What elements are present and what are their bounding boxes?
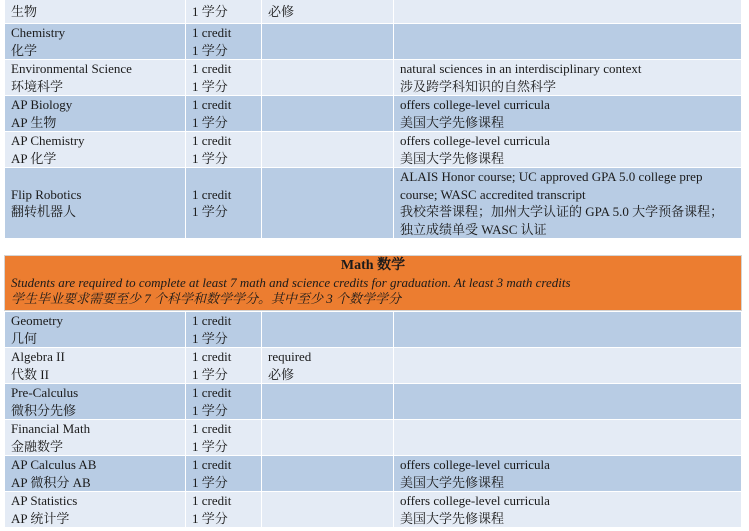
course-name-text: AP Calculus AB [11,457,97,472]
math-section-header [4,255,742,311]
course-name-text: 生物 [11,3,38,19]
course-note-text: 美国大学先修课程 [400,474,505,490]
course-note-cell [394,168,742,239]
requirement-cell [262,384,394,420]
course-name-text: AP Statistics [11,493,78,508]
course-name-text: Financial Math [11,421,91,436]
course-note-cell [394,384,742,420]
credit-text: 1 学分 [192,402,228,418]
credit-text: 1 credit [192,457,232,472]
course-name-text: Chemistry [11,25,66,40]
credit-cell [186,168,262,239]
requirement-text: required [268,349,312,364]
course-row [5,348,742,384]
credit-text: 1 credit [192,313,232,328]
requirement-cell [262,312,394,348]
course-name-cell [5,420,186,456]
course-name-text: AP 统计学 [11,510,70,526]
course-name-cell [5,168,186,239]
course-note-text: course; WASC accredited transcript [400,186,586,202]
credit-text: 1 credit [192,421,232,436]
math-course-table [4,311,742,528]
credit-text: 1 学分 [192,510,228,526]
requirement-cell [262,420,394,456]
requirement-cell [262,96,394,132]
course-note-text: 涉及跨学科知识的自然科学 [400,78,557,94]
credit-cell [186,24,262,60]
requirement-cell [262,492,394,528]
course-row [5,456,742,492]
course-note-text: offers college-level curricula [400,97,550,112]
credit-cell [186,132,262,168]
credit-text: 1 credit [192,349,232,364]
credit-text: 1 credit [192,97,232,112]
course-note-cell [394,0,742,24]
course-name-text: Algebra II [11,349,65,364]
credit-text: 1 学分 [192,330,228,346]
course-note-cell [394,312,742,348]
course-note-cell [394,456,742,492]
requirement-text: 必修 [268,366,295,382]
requirement-cell [262,24,394,60]
course-name-cell [5,384,186,420]
credit-cell [186,492,262,528]
course-name-cell [5,312,186,348]
course-name-text: 翻转机器人 [11,204,77,219]
course-note-text: offers college-level curricula [400,493,550,508]
course-name-cell [5,96,186,132]
course-row [5,0,742,24]
course-name-text: AP Chemistry [11,133,85,148]
credit-cell [186,384,262,420]
credit-cell [186,456,262,492]
course-name-text: 代数 II [11,366,49,382]
credit-cell [186,96,262,132]
credit-text: 1 学分 [192,204,228,219]
requirement-cell [262,132,394,168]
course-name-cell [5,132,186,168]
course-note-text: offers college-level curricula [400,133,550,148]
course-row [5,492,742,528]
credit-cell [186,60,262,96]
course-name-text: AP Biology [11,97,73,112]
course-name-cell [5,60,186,96]
requirement-text: 必修 [268,3,295,19]
course-name-text: Geometry [11,313,63,328]
course-note-text: natural sciences in an interdisciplinary context [400,61,642,76]
requirement-cell [262,456,394,492]
credit-text: 1 学分 [192,78,228,94]
course-note-text: 我校荣誉课程；加州大学认证的 GPA 5.0 大学预备课程； [400,204,724,219]
course-note-text: 美国大学先修课程 [400,150,505,166]
course-note-text: 美国大学先修课程 [400,510,505,526]
course-row [5,132,742,168]
credit-text: 1 学分 [192,150,228,166]
credit-text: 1 学分 [192,114,228,130]
course-name-cell [5,492,186,528]
credit-text: 1 credit [192,493,232,508]
math-section-title: Math 数学 [340,258,406,273]
course-name-text: AP 化学 [11,150,57,166]
course-row [5,312,742,348]
credit-cell [186,348,262,384]
course-name-text: 微积分先修 [11,402,77,418]
course-note-text: 美国大学先修课程 [400,114,505,130]
credit-cell [186,420,262,456]
math-requirement-note-en: Students are required to complete at least 7 math and science credits for graduation. At least 3 math credits [11,275,571,290]
credit-text: 1 credit [192,61,232,76]
credit-cell [186,312,262,348]
course-note-cell [394,132,742,168]
course-note-cell [394,24,742,60]
requirement-cell [262,348,394,384]
requirement-cell [262,60,394,96]
course-note-cell [394,60,742,96]
credit-text: 1 credit [192,186,232,202]
credit-text: 1 学分 [192,474,228,490]
course-note-cell [394,492,742,528]
credit-text: 1 credit [192,133,232,148]
credit-text: 1 credit [192,385,232,400]
course-note-text: offers college-level curricula [400,457,550,472]
course-row [5,168,742,239]
course-row [5,384,742,420]
course-name-cell [5,456,186,492]
course-row [5,24,742,60]
course-name-text: 化学 [11,42,38,58]
science-course-table [4,0,742,239]
credit-text: 1 学分 [192,438,228,454]
course-name-text: 金融数学 [11,438,64,454]
course-name-text: AP 微积分 AB [11,474,91,490]
course-name-cell [5,348,186,384]
course-note-cell [394,348,742,384]
requirement-cell [262,168,394,239]
requirement-cell [262,0,394,24]
course-note-text: 独立成绩单受 WASC 认证 [400,221,547,237]
credit-text: 1 学分 [192,42,228,58]
course-name-cell [5,24,186,60]
course-note-cell [394,96,742,132]
course-name-cell [5,0,186,24]
course-name-text: Pre-Calculus [11,385,79,400]
course-name-text: Flip Robotics [11,186,82,202]
credit-text: 1 学分 [192,3,228,19]
credit-cell [186,0,262,24]
credit-text: 1 credit [192,25,232,40]
course-row [5,420,742,456]
course-name-text: AP 生物 [11,114,57,130]
math-requirement-note-zh: 学生毕业要求需要至少 7 个科学和数学学分。其中至少 3 个数学学分 [11,291,402,306]
course-note-cell [394,420,742,456]
credit-text: 1 学分 [192,366,228,382]
course-row [5,96,742,132]
course-row [5,60,742,96]
course-name-text: 几何 [11,330,38,346]
course-name-text: Environmental Science [11,61,132,76]
course-name-text: 环境科学 [11,78,64,94]
course-note-text: ALAIS Honor course; UC approved GPA 5.0 college prep [400,169,703,184]
